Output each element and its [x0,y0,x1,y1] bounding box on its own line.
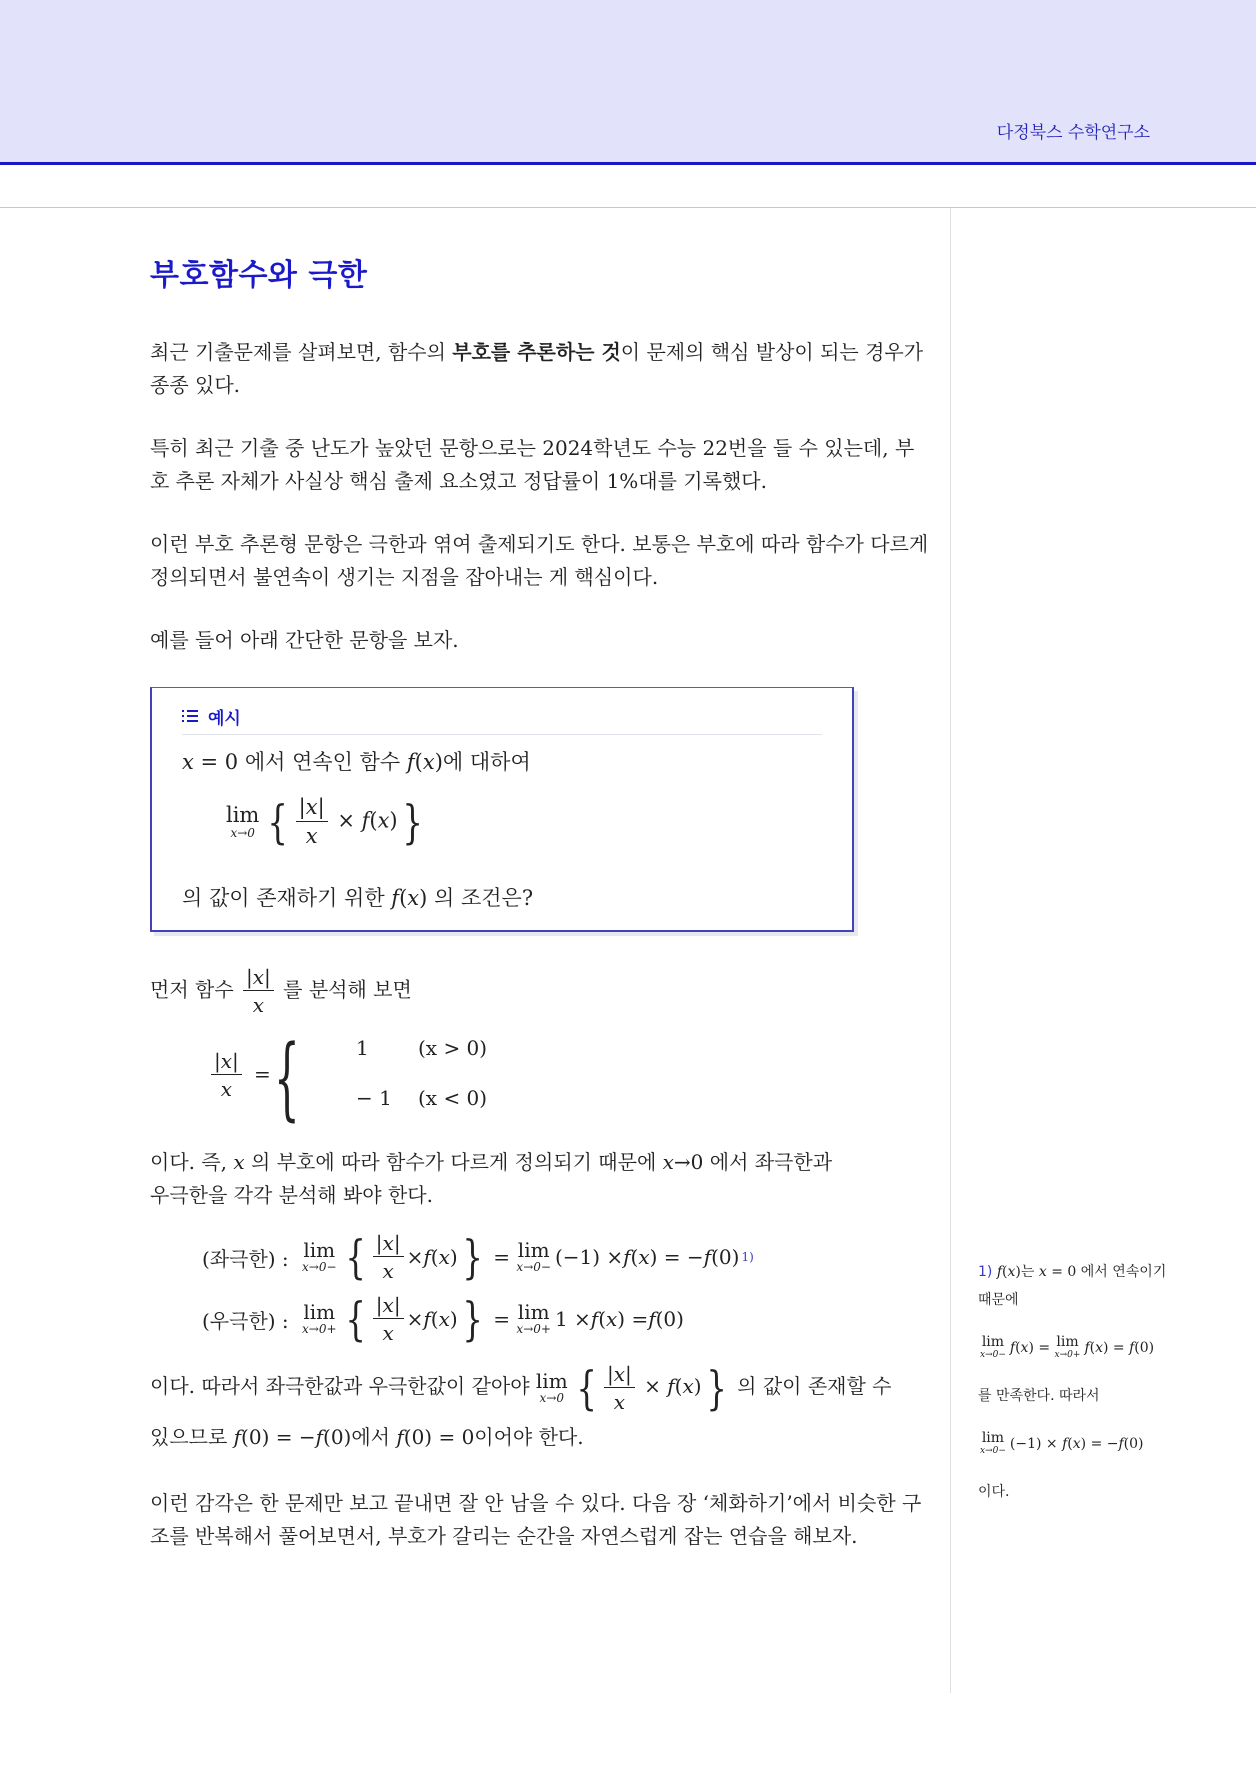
example-header-label: 예시 [208,708,241,729]
example-line3-head: 의 값이 존재하기 위한 [182,886,385,910]
header-band [0,0,1256,165]
left-limit-row: (좌극한) : lim x→0− { $\frac{|x|}{x}$ × f ( x ) } = lim x→0− (−1) × f ( x ) = − f (0) 1) [202,1230,754,1284]
sidenote-t5: 이다. [978,1484,1010,1500]
sidenote-t2: 에서 연속이기 [1080,1264,1167,1280]
closing-paragraph: 이런 감각은 한 문제만 보고 끝내면 잘 안 남을 수 있다. 다음 장 ‘체화하기’에서 비슷한 구조를 반복해서 풀어보면서, 부호가 갈리는 순간을 자연스럽게 잡는 연습을 해보자. [150,1490,922,1548]
sidenote-limit-equality: lim x→0− f(x) = lim x→0+ f(x) = f(0) [980,1334,1155,1360]
paragraph-2: 특히 최근 기출 중 난도가 높았던 문항으로는 2024학년도 수능 22번을 들 수 있는데, 부호 추론 자체가 사실상 핵심 출제 요소였고 정답률이 1%대를 기록했다. [150,436,915,493]
analysis-intro: 먼저 함수 $\frac{|x|}{x}$ 를 분석해 보면 [150,965,412,1017]
example-line3-tail: 의 조건은? [434,886,534,910]
example-line-1: x = 0 에서 연속인 함수 f(x)에 대하여 [182,750,531,774]
divider-vertical [950,208,951,1693]
divider-horizontal [0,207,1256,208]
after-c: 에서 좌극한과 [709,1150,833,1174]
after-d: 우극한을 각각 분석해 봐야 한다. [150,1183,433,1207]
example-limit-expression: lim x→0 { $\frac{|x|}{x}$ × f(x)} [226,795,423,850]
analysis-intro-head: 먼저 함수 [150,977,234,1002]
conclusion: 이다. 따라서 좌극한값과 우극한값이 같아야 lim x→0 { $\frac{|x|}{x}$ × f(x)} 의 값이 존재할 수 있으므로 f(0) = −f(0)에서 f(0) = 0이어야 한다. [150,1360,892,1449]
concl-b: 의 값이 존재할 수 [737,1374,892,1398]
main-content [150,250,930,1583]
p1-text-b: 이 문제의 핵심 발상이 되는 경우가 종종 있다. [150,340,924,397]
brand-label: 다정북스 수학연구소 [996,123,1150,143]
case-2-condition: (x < 0) [418,1086,488,1110]
paragraph-4: 예를 들어 아래 간단한 문항을 보자. [150,628,459,652]
left-limit-label: (좌극한) : [202,1246,289,1271]
example-line-3: 의 값이 존재하기 위한 f(x) 의 조건은? [182,886,534,910]
sidenote [978,1258,1198,1506]
sidenote-number: 1) [978,1264,993,1280]
analysis-intro-tail: 를 분석해 보면 [283,977,412,1002]
example-line1-text: 에서 연속인 함수 [244,750,401,774]
p1-text-a: 최근 기출문제를 살펴보면, 함수의 [150,340,453,364]
concl-a: 이다. 따라서 좌극한값과 우극한값이 같아야 [150,1374,530,1398]
sidenote-t3: 때문에 [978,1292,1019,1308]
example-box [150,687,854,932]
after-a: 이다. 즉, [150,1150,228,1174]
right-limit-label: (우극한) : [202,1308,289,1333]
case-2-value: − 1 [356,1086,392,1110]
sidenote-limit-result: lim x→0− (−1) × f(x) = −f(0) [980,1430,1144,1456]
sidenote-line-1: 1) f(x)는 x = 0 에서 연속이기 [978,1264,1167,1280]
example-line1-tail: 에 대하여 [442,750,531,774]
p1-bold: 부호를 추론하는 것 [452,340,621,364]
concl-e: 이어야 한다. [474,1424,584,1449]
paragraph-1 [150,336,930,402]
sidenote-t4: 를 만족한다. 따라서 [978,1388,1100,1404]
case-1-condition: (x > 0) [418,1036,488,1060]
list-icon [182,710,198,723]
concl-c: 있으므로 [150,1424,228,1449]
sidenote-t1: 는 [1020,1264,1035,1280]
concl-d: 에서 [351,1424,390,1449]
analysis-after: 이다. 즉, x 의 부호에 따라 함수가 다르게 정의되기 때문에 x→0 에서 좌극한과 우극한을 각각 분석해 봐야 한다. [150,1150,833,1207]
case-1-value: 1 [356,1036,369,1060]
piecewise-definition: $\frac{|x|}{x}$ = { 1 (x > 0) − 1 (x < 0) [208,1028,930,1132]
example-header [182,698,822,735]
right-limit-row: (우극한) : lim x→0+ { $\frac{|x|}{x}$ × f ( x ) } = lim x→0+ 1 × f ( x ) = f (0) [202,1292,684,1346]
page-title: 부호함수와 극한 [150,258,368,293]
after-b: 의 부호에 따라 함수가 다르게 정의되기 때문에 [251,1150,657,1174]
footnote-mark: 1) [741,1250,754,1264]
paragraph-3: 이런 부호 추론형 문항은 극한과 엮여 출제되기도 한다. 보통은 부호에 따라 함수가 다르게 정의되면서 불연속이 생기는 지점을 잡아내는 게 핵심이다. [150,532,929,589]
